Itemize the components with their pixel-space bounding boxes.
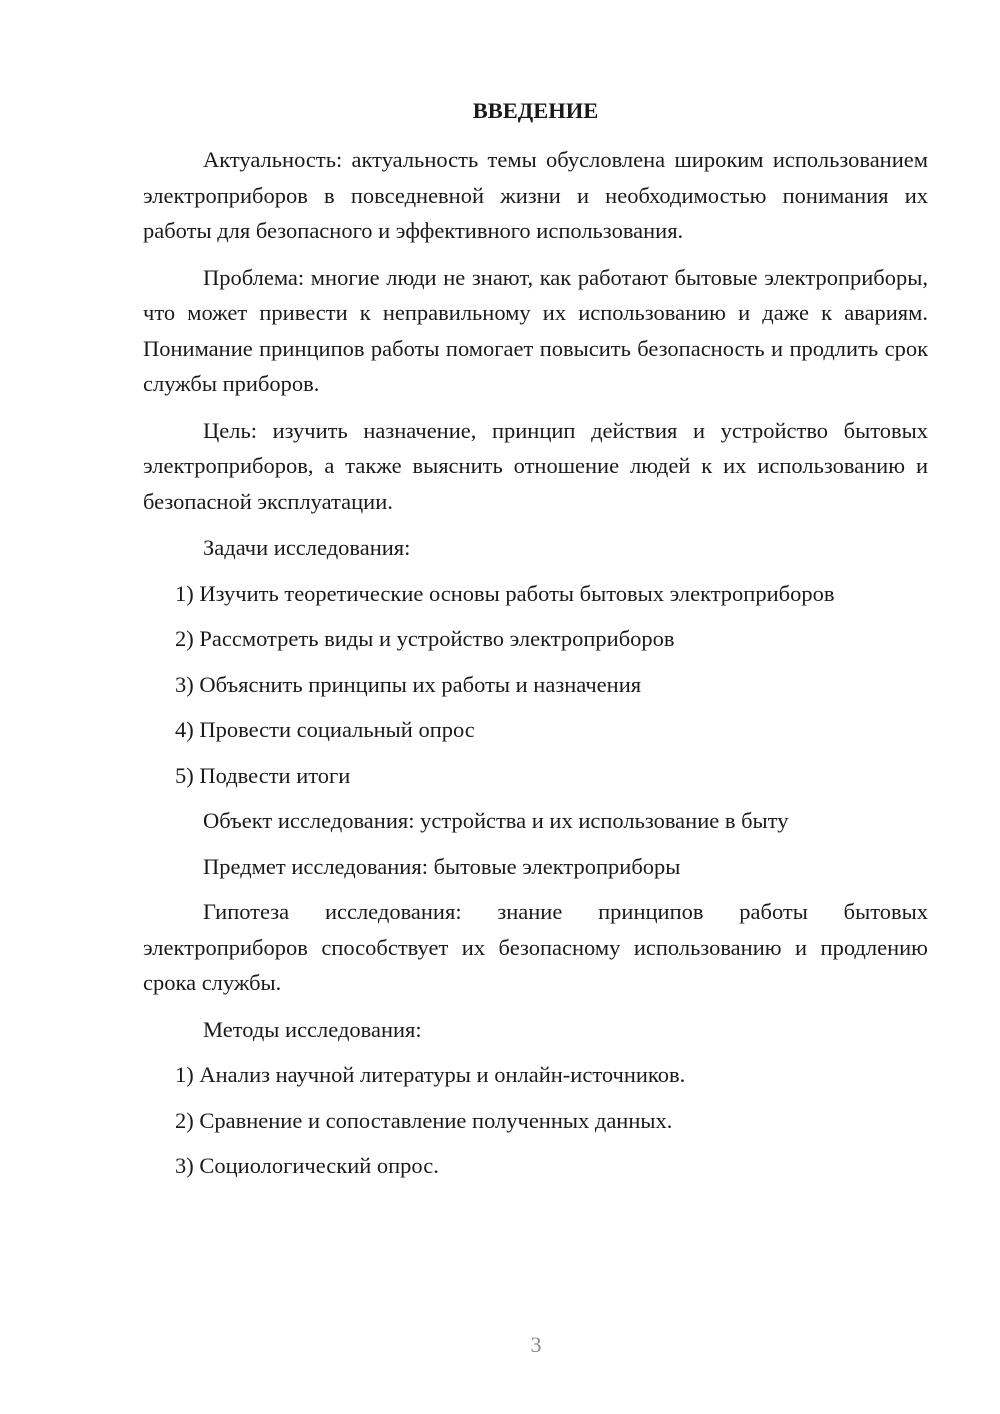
hypothesis-paragraph: Гипотеза исследования: знание принципов работы бытовых электроприборов способствует их безопасному использованию и продлению срока службы.	[143, 899, 928, 995]
problem-paragraph: Проблема: многие люди не знают, как работают бытовые электроприборы, что может привести к неправильному их использованию и даже к авариям. Понимание принципов работы помогает повысить безопасность и продлить срок службы приборов.	[143, 264, 928, 396]
document-body	[143, 94, 928, 1194]
method-item: 2) Сравнение и сопоставление полученных данных.	[175, 1107, 673, 1133]
object-line: Объект исследования: устройства и их использование в быту	[203, 808, 789, 833]
task-item: 2) Рассмотреть виды и устройство электроприборов	[175, 626, 675, 651]
relevance-paragraph: Актуальность: актуальность темы обусловлена широким использованием электроприборов в повседневной жизни и необходимостью понимания их работы для безопасного и эффективного использования.	[143, 147, 928, 243]
method-item: 1) Анализ научной литературы и онлайн-источников.	[175, 1062, 686, 1087]
task-item: 5) Подвести итоги	[175, 762, 351, 788]
method-item: 3) Социологический опрос.	[175, 1153, 439, 1178]
page-title: ВВЕДЕНИЕ	[472, 98, 599, 123]
goal-paragraph: Цель: изучить назначение, принцип действия и устройство бытовых электроприборов, а также выяснить отношение людей к их использованию и безопасной эксплуатации.	[143, 417, 928, 514]
page-number: 3	[530, 1332, 542, 1357]
tasks-heading: Задачи исследования:	[203, 535, 411, 560]
task-item: 4) Провести социальный опрос	[175, 717, 475, 742]
task-item: 3) Объяснить принципы их работы и назначения	[175, 671, 642, 697]
methods-list	[143, 1057, 928, 1184]
tasks-list	[143, 576, 928, 794]
methods-heading: Методы исследования:	[203, 1016, 422, 1042]
task-item: 1) Изучить теоретические основы работы бытовых электроприборов	[175, 580, 835, 606]
subject-line: Предмет исследования: бытовые электроприборы	[203, 853, 681, 879]
